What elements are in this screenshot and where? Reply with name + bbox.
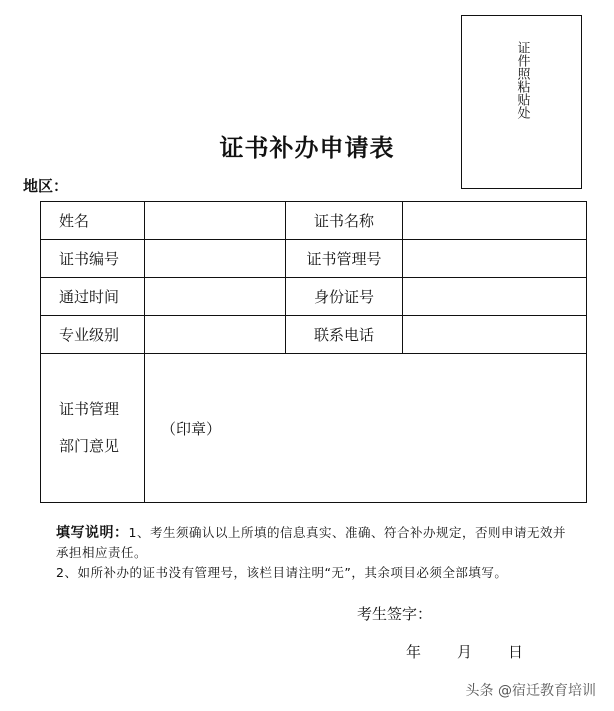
seal-label: （印章）	[161, 419, 222, 438]
page-title: 证书补办申请表	[219, 133, 395, 162]
filling-instructions	[56, 523, 576, 583]
application-form-table	[40, 201, 587, 503]
phone-field[interactable]	[403, 316, 587, 354]
date-year: 年	[406, 643, 422, 661]
certificate-number-field[interactable]	[145, 240, 286, 278]
name-label: 姓名	[41, 202, 145, 240]
certificate-management-number-label: 证书管理号	[286, 240, 403, 278]
form-row-date	[41, 278, 587, 316]
id-number-label: 身份证号	[286, 278, 403, 316]
watermark: 头条 @宿迁教育培训	[465, 683, 596, 699]
department-opinion-label	[41, 354, 145, 503]
pass-date-field[interactable]	[145, 278, 286, 316]
instructions-heading: 填写说明：	[56, 525, 129, 541]
form-row-level	[41, 316, 587, 354]
pass-date-label: 通过时间	[41, 278, 145, 316]
form-row-name	[41, 202, 587, 240]
major-level-field[interactable]	[145, 316, 286, 354]
date-day: 日	[508, 643, 524, 661]
certificate-name-label: 证书名称	[286, 202, 403, 240]
certificate-number-label: 证书编号	[41, 240, 145, 278]
date-month: 月	[457, 643, 473, 661]
id-number-field[interactable]	[403, 278, 587, 316]
department-opinion-field[interactable]	[145, 354, 587, 503]
phone-label: 联系电话	[286, 316, 403, 354]
certificate-name-field[interactable]	[403, 202, 587, 240]
opinion-label-line1: 证书管理	[59, 400, 120, 418]
signature-label: 考生签字：	[357, 605, 433, 623]
name-field[interactable]	[145, 202, 286, 240]
instruction-line-2: 2、如所补办的证书没有管理号，该栏目请注明“无”，其余项目必须全部填写。	[56, 565, 508, 580]
form-row-opinion	[41, 354, 587, 503]
certificate-management-number-field[interactable]	[403, 240, 587, 278]
date-line	[406, 641, 523, 662]
instruction-line-1: 1、考生须确认以上所填的信息真实、准确、符合补办规定，否则申请无效并承担相应责任。	[56, 525, 566, 560]
form-row-number	[41, 240, 587, 278]
opinion-label-line2: 部门意见	[59, 437, 120, 455]
region-label: 地区：	[23, 177, 69, 195]
major-level-label: 专业级别	[41, 316, 145, 354]
photo-box-label: 证件照粘贴处	[514, 41, 530, 119]
